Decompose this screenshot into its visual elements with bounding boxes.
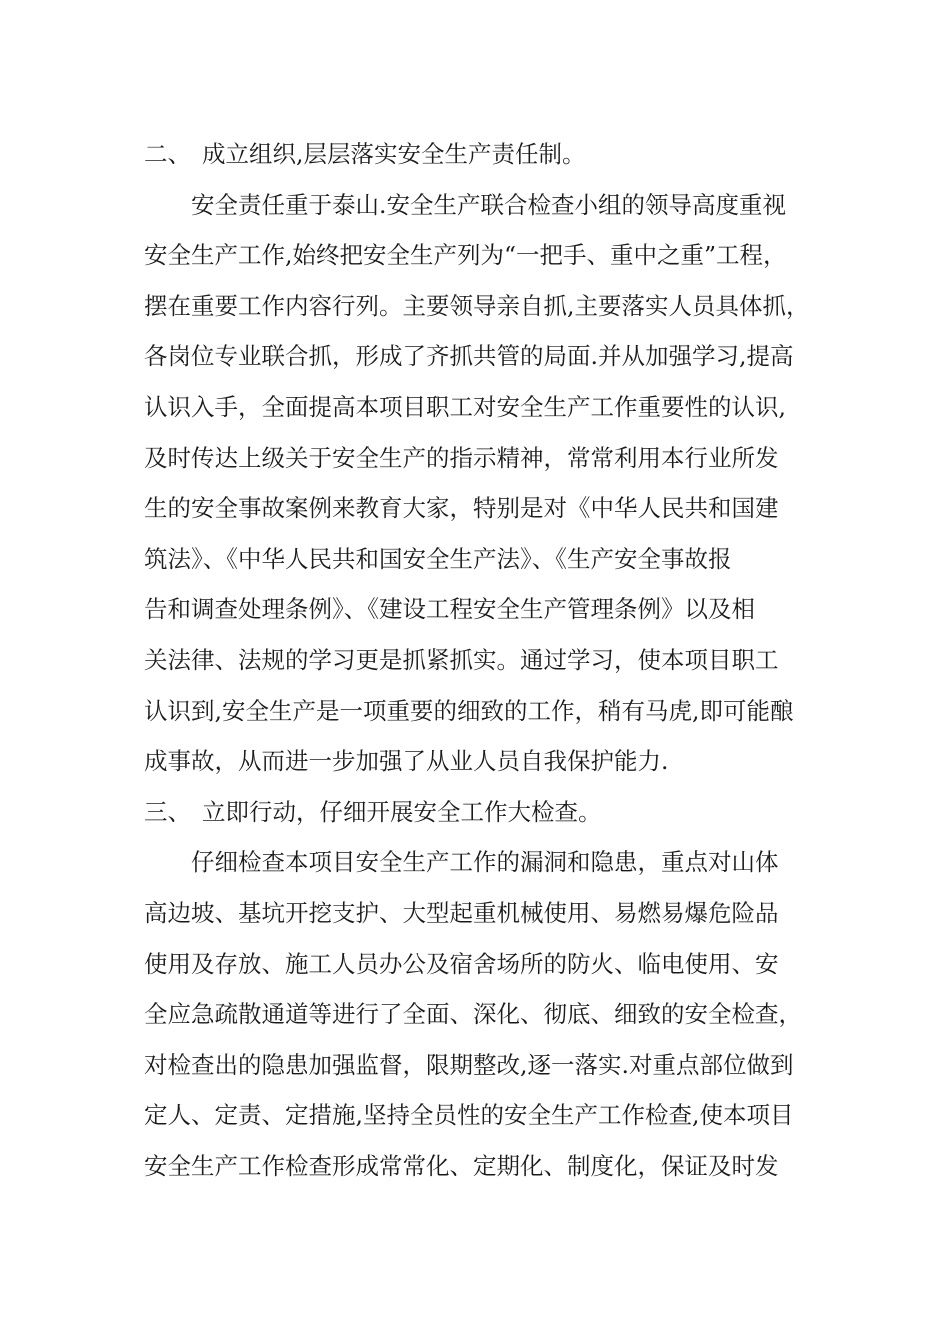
paragraph-line: 认识到,安全生产是一项重要的细致的工作，稍有马虎,即可能酿: [144, 696, 794, 725]
paragraph-line: 各岗位专业联合抓，形成了齐抓共管的局面.并从加强学习,提高: [144, 342, 794, 371]
paragraph-line: 告和调查处理条例》、《建设工程安全生产管理条例》以及相: [144, 595, 755, 624]
paragraph-line: 生的安全事故案例来教育大家，特别是对《中华人民共和国建: [144, 494, 779, 523]
paragraph-line: 仔细检查本项目安全生产工作的漏洞和隐患，重点对山体: [191, 848, 779, 877]
section-number: 二、: [144, 140, 191, 168]
paragraph-line: 对检查出的隐患加强监督，限期整改,逐一落实.对重点部位做到: [144, 1050, 794, 1079]
section-heading: [144, 129, 809, 180]
paragraph-line: 使用及存放、施工人员办公及宿舍场所的防火、临电使用、安: [144, 949, 779, 978]
paragraph-line: 筑法》、《中华人民共和国安全生产法》、《生产安全事故报: [144, 544, 732, 573]
paragraph-line: 安全责任重于泰山.安全生产联合检查小组的领导高度重视: [191, 190, 786, 219]
paragraph-line: 关法律、法规的学习更是抓紧抓实。通过学习，使本项目职工: [144, 645, 779, 674]
section-title: 立即行动，仔细开展安全工作大检查。: [202, 797, 602, 826]
paragraph-line: 成事故，从而进一步加强了从业人员自我保护能力.: [144, 747, 669, 776]
document-body: [144, 129, 809, 1191]
section-paragraph: [144, 180, 809, 787]
paragraph-line: 安全生产工作检查形成常常化、定期化、制度化，保证及时发: [144, 1151, 779, 1180]
section-title: 成立组织,层层落实安全生产责任制。: [202, 140, 586, 168]
section-heading: [144, 787, 809, 838]
paragraph-line: 定人、定责、定措施,坚持全员性的安全生产工作检查,使本项目: [144, 1101, 794, 1130]
paragraph-line: 摆在重要工作内容行列。主要领导亲自抓,主要落实人员具体抓，: [144, 291, 810, 320]
paragraph-line: 安全生产工作,始终把安全生产列为“一把手、重中之重”工程，: [144, 241, 787, 270]
paragraph-line: 全应急疏散通道等进行了全面、深化、彻底、细致的安全检查，: [144, 1000, 802, 1029]
section-number: 三、: [144, 797, 191, 826]
section-paragraph: [144, 837, 809, 1191]
paragraph-line: 及时传达上级关于安全生产的指示精神，常常利用本行业所发: [144, 443, 779, 472]
paragraph-line: 认识入手，全面提高本项目职工对安全生产工作重要性的认识,: [144, 392, 786, 421]
paragraph-line: 高边坡、基坑开挖支护、大型起重机械使用、易燃易爆危险品: [144, 898, 779, 927]
